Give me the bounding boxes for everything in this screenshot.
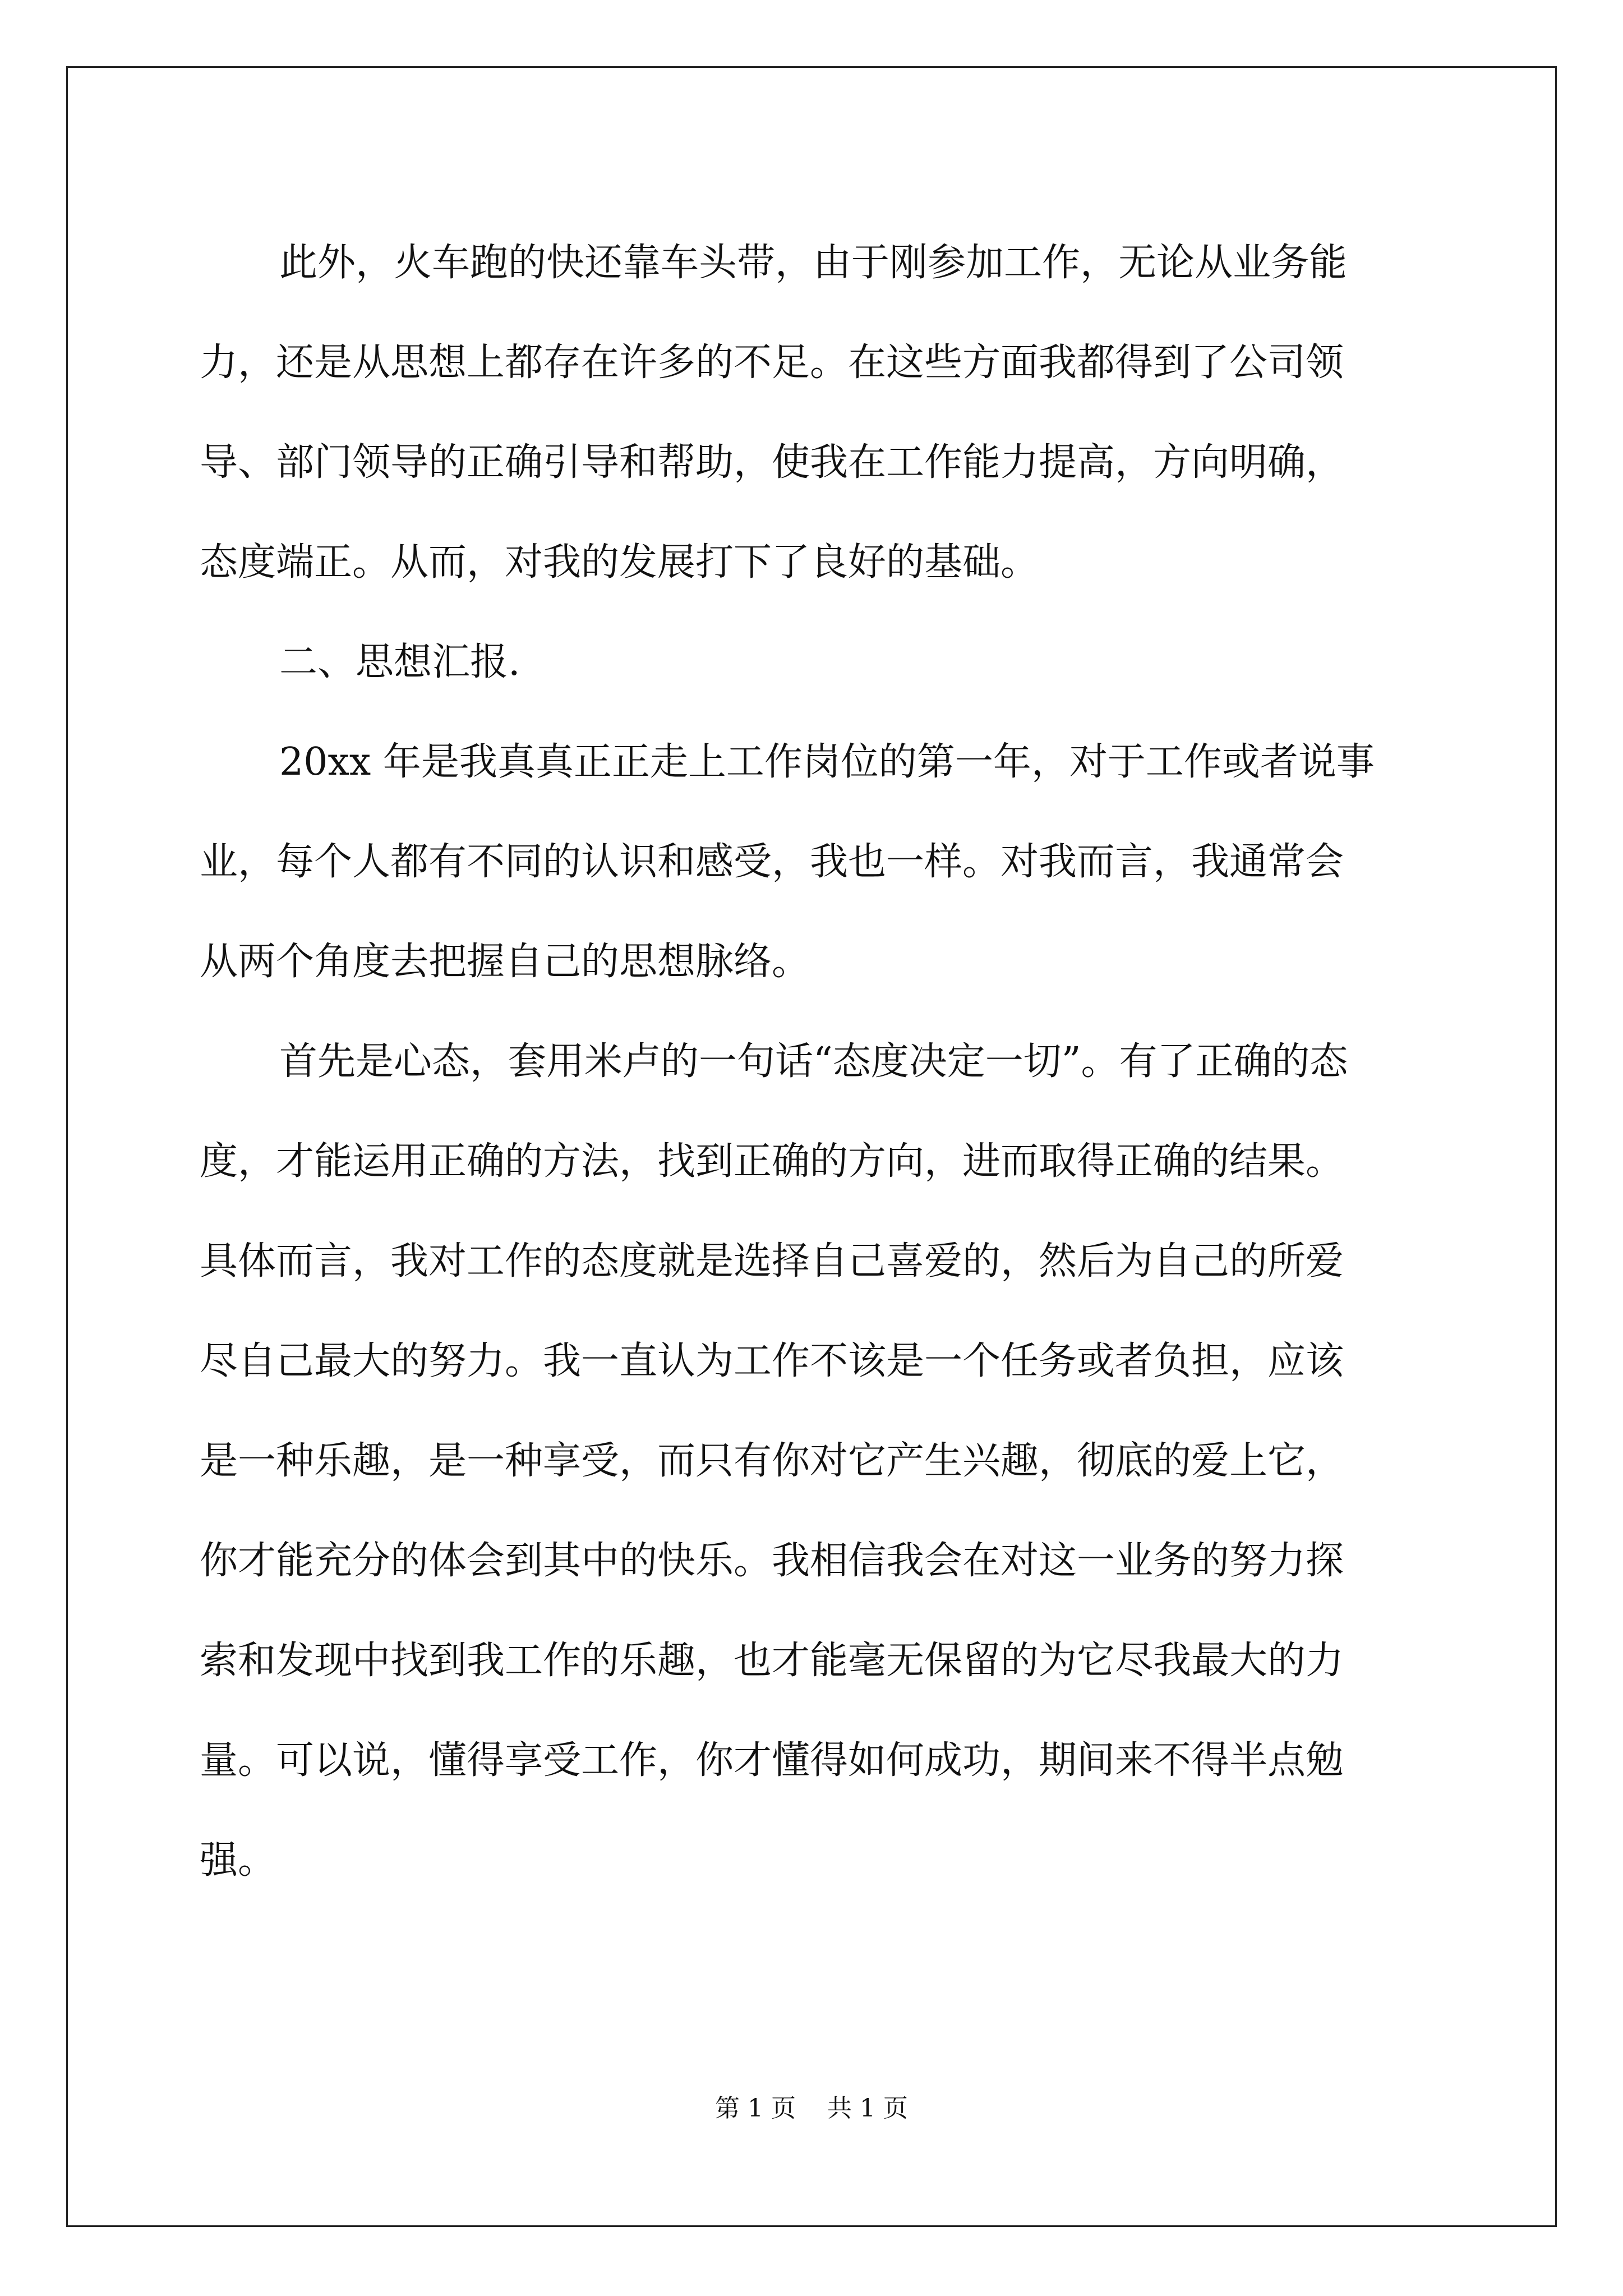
- section-heading: 二、思想汇报.: [279, 640, 520, 684]
- paragraph-2: 20xx 年是我真真正正走上工作岗位的第一年，对于工作或者说事 业，每个人都有不同的认识和感受，我也一样。对我而言，我通常会 从两个角度去把握自己的思想脉络。: [200, 740, 1375, 984]
- page-footer: 第 1 页 共 1 页: [715, 2094, 908, 2123]
- paragraph-1: 此外，火车跑的快还靠车头带，由于刚参加工作，无论从业务能 力，还是从思想上都存在许多的不足。在这些方面我都得到了公司领 导、部门领导的正确引导和帮助，使我在工作能力提高，方向明确， 态度端正。从而，对我的发展打下了良好的基础。: [200, 241, 1348, 585]
- document-body: [200, 213, 1428, 1911]
- paragraph-3: 首先是心态，套用米卢的一句话“态度决定一切”。有了正确的态 度，才能运用正确的方法，找到正确的方向，进而取得正确的结果。 具体而言，我对工作的态度就是选择自己喜爱的，然后为自己的所爱 尽自己最大的努力。我一直认为工作不该是一个任务或者负担，应该 是一种乐趣，是一种享受，而只有你对它产生兴趣，彻底的爱上它， 你才能充分的体会到其中的快乐。我相信我会在对这一业务的努力探 索和发现中找到我工作的乐趣，也才能毫无保留的为它尽我最大的力 量。可以说，懂得享受工作，你才懂得如何成功，期间来不得半点勉 强。: [200, 1039, 1348, 1883]
